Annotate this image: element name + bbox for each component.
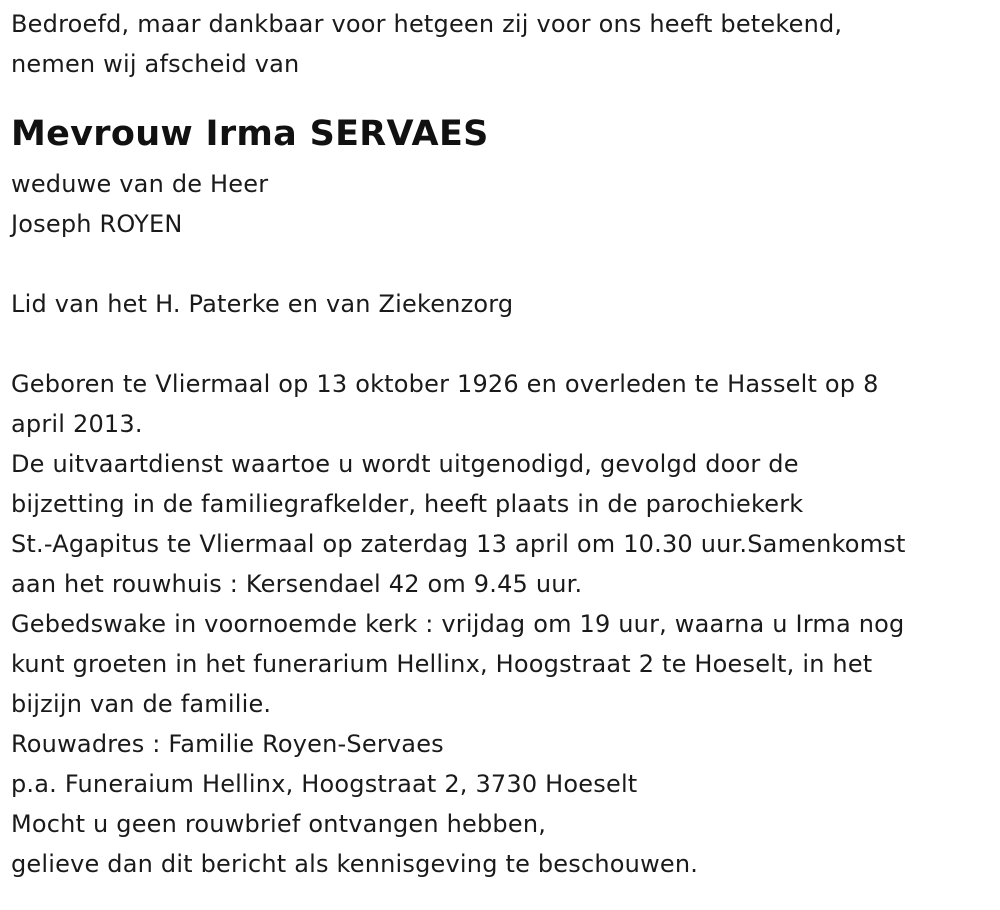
mourning-address-line: Rouwadres : Familie Royen-Servaes: [11, 730, 444, 758]
spacer: [11, 324, 991, 364]
intro-line-1: Bedroefd, maar dankbaar voor hetgeen zij voor ons heeft betekend,: [11, 10, 843, 38]
closing-line-1: Mocht u geen rouwbrief ontvangen hebben,: [11, 810, 547, 838]
intro-line-2: nemen wij afscheid van: [11, 50, 300, 78]
deceased-name: Mevrouw Irma SERVAES: [11, 114, 489, 154]
detail-line-4: bijzetting in de familiegrafkelder, heeft plaats in de parochiekerk: [11, 490, 804, 518]
detail-line-6: aan het rouwhuis : Kersendael 42 om 9.45 uur.: [11, 570, 583, 598]
obituary-notice: [11, 4, 991, 884]
detail-line-9: bijzijn van de familie.: [11, 690, 272, 718]
postal-address-line: p.a. Funeraium Hellinx, Hoogstraat 2, 3730 Hoeselt: [11, 770, 638, 798]
detail-line-2: april 2013.: [11, 410, 143, 438]
detail-line-8: kunt groeten in het funerarium Hellinx, Hoogstraat 2 te Hoeselt, in het: [11, 650, 873, 678]
spouse-line-2: Joseph ROYEN: [11, 210, 183, 238]
spouse-line-1: weduwe van de Heer: [11, 170, 269, 198]
detail-line-3: De uitvaartdienst waartoe u wordt uitgenodigd, gevolgd door de: [11, 450, 799, 478]
spacer: [11, 244, 991, 284]
membership-line: Lid van het H. Paterke en van Ziekenzorg: [11, 290, 514, 318]
detail-line-7: Gebedswake in voornoemde kerk : vrijdag om 19 uur, waarna u Irma nog: [11, 610, 905, 638]
detail-line-1: Geboren te Vliermaal op 13 oktober 1926 en overleden te Hasselt op 8: [11, 370, 879, 398]
closing-line-2: gelieve dan dit bericht als kennisgeving te beschouwen.: [11, 850, 699, 878]
detail-line-5: St.-Agapitus te Vliermaal op zaterdag 13 april om 10.30 uur.Samenkomst: [11, 530, 906, 558]
